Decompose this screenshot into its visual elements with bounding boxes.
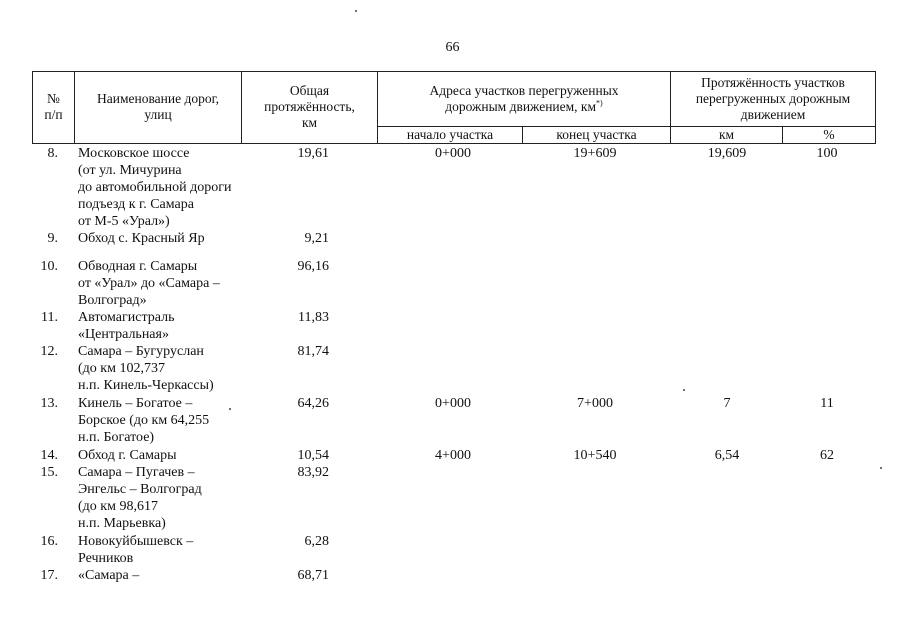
header-addresses-text xyxy=(429,83,618,115)
section-end: 7+000 xyxy=(577,396,613,411)
row-number: 17. xyxy=(40,568,58,583)
header-total-length-text: Общая протяжённость, км xyxy=(264,83,355,130)
road-name: Обход с. Красный Яр xyxy=(78,231,205,246)
header-total-length xyxy=(242,71,377,143)
congested-pct: 62 xyxy=(820,448,834,463)
row-number: 9. xyxy=(47,231,58,246)
road-name: Самара – Бугуруслан (до км 102,737 н.п. Кинель-Черкассы) xyxy=(78,344,214,393)
road-name: Кинель – Богатое – Борское (до км 64,255 н.п. Богатое) xyxy=(78,396,210,445)
header-end-text: конец участка xyxy=(556,127,637,142)
header-km xyxy=(671,127,782,143)
row-number: 13. xyxy=(40,396,58,411)
congested-pct: 100 xyxy=(816,146,838,161)
header-road-name-text: Наименование дорог, улиц xyxy=(97,91,219,122)
road-name: Автомагистраль «Центральная» xyxy=(78,310,175,342)
total-length: 9,21 xyxy=(304,231,329,246)
road-name: Самара – Пугачев – Энгельс – Волгоград (до км 98,617 н.п. Марьевка) xyxy=(78,465,202,531)
total-length: 10,54 xyxy=(297,448,329,463)
road-name: Новокуйбышевск – Речников xyxy=(78,534,194,566)
total-length: 81,74 xyxy=(297,344,329,359)
congested-km: 6,54 xyxy=(714,448,740,463)
road-name: Обход г. Самары xyxy=(78,448,177,463)
row-number: 11. xyxy=(41,310,58,325)
total-length: 96,16 xyxy=(297,259,329,274)
congested-km: 19,609 xyxy=(707,146,747,161)
header-addresses-label: Адреса участков перегруженных дорожным движением, км xyxy=(429,82,619,114)
scan-speck xyxy=(355,10,357,12)
header-border-right xyxy=(875,71,876,144)
section-end: 10+540 xyxy=(573,448,617,463)
total-length: 19,61 xyxy=(297,146,329,161)
total-length: 6,28 xyxy=(304,534,329,549)
total-length: 11,83 xyxy=(298,310,329,325)
road-name: Московское шоссе (от ул. Мичурина до автомобильной дороги подъезд к г. Самара от М-5 «Урал») xyxy=(78,146,232,229)
row-number: 8. xyxy=(47,146,58,161)
header-km-text: км xyxy=(718,127,735,142)
total-length: 64,26 xyxy=(297,396,329,411)
section-start: 0+000 xyxy=(435,146,471,161)
road-name: «Самара – xyxy=(78,568,140,583)
scan-speck xyxy=(229,408,231,410)
section-start: 0+000 xyxy=(435,396,471,411)
header-start xyxy=(378,127,522,143)
table-header xyxy=(32,71,876,144)
road-name: Обводная г. Самары от «Урал» до «Самара – Волгоград» xyxy=(78,259,220,308)
row-number: 12. xyxy=(40,344,58,359)
header-pct xyxy=(783,127,875,143)
section-start: 4+000 xyxy=(435,448,471,463)
congested-km: 7 xyxy=(723,396,731,411)
row-number: 10. xyxy=(40,259,58,274)
header-num-text: № п/п xyxy=(44,91,63,122)
scan-speck xyxy=(683,389,685,391)
scan-speck xyxy=(880,467,882,469)
row-number: 15. xyxy=(40,465,58,480)
header-end xyxy=(523,127,670,143)
header-congested-length-text: Протяжённость участков перегруженных дорожным движением xyxy=(695,74,851,122)
row-number: 16. xyxy=(40,534,58,549)
header-start-text: начало участка xyxy=(406,127,494,142)
header-road-name xyxy=(75,71,241,143)
page-number: 66 xyxy=(445,40,460,55)
header-addresses xyxy=(378,71,670,126)
header-pct-text: % xyxy=(823,127,835,142)
header-addresses-footnote: *) xyxy=(596,98,603,107)
congested-pct: 11 xyxy=(820,396,834,411)
total-length: 68,71 xyxy=(297,568,329,583)
header-bottom-border xyxy=(32,143,876,144)
header-num xyxy=(33,71,74,143)
section-end: 19+609 xyxy=(573,146,617,161)
total-length: 83,92 xyxy=(297,465,329,480)
row-number: 14. xyxy=(40,448,58,463)
header-congested-length xyxy=(671,71,875,126)
